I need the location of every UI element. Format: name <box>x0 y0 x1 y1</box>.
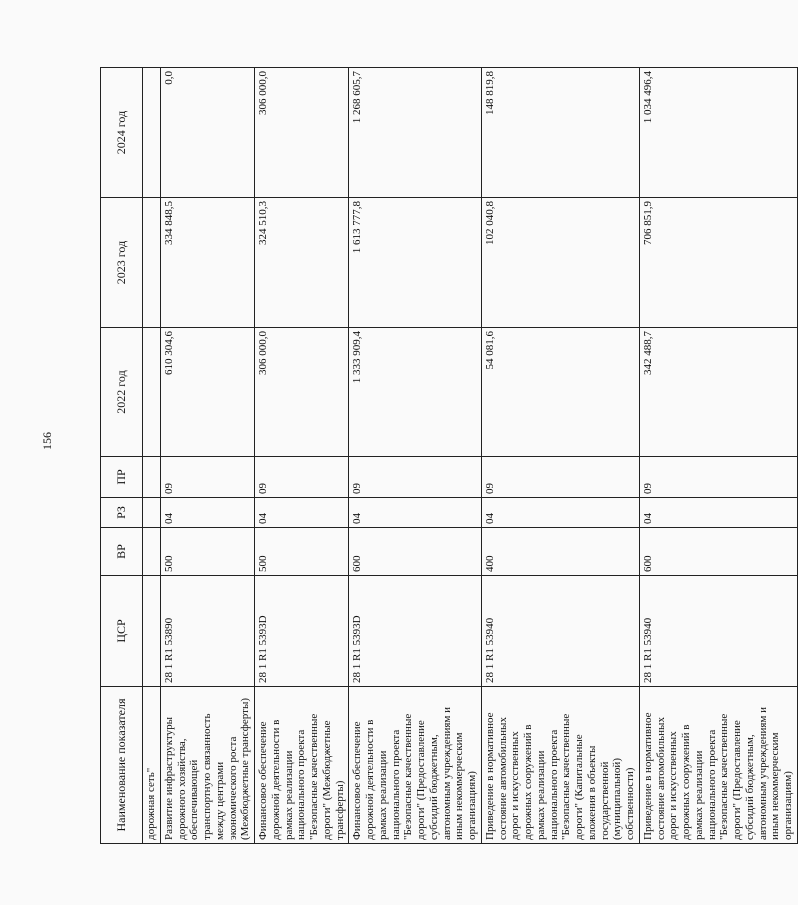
header-name: Наименование показателя <box>101 687 143 844</box>
cell-name: Финансовое обеспечение дорожной деятельности в рамках реализации национального проекта "Безопасные качественные дороги" (Межбюджетные трансферты) <box>255 687 349 844</box>
cell-2022: 54 081,6 <box>481 328 639 457</box>
cell-csr: 28 1 R1 53890 <box>160 576 254 687</box>
cell-2022 <box>143 328 161 457</box>
rotated-page-content <box>100 68 794 844</box>
cell-name: Развитие инфраструктуры дорожного хозяйства, обеспечивающей транспортную связанность между центрами экономического роста (Межбюджетные трансферты) <box>160 687 254 844</box>
cell-2023: 334 848,5 <box>160 198 254 328</box>
cell-pr: 09 <box>481 457 639 498</box>
cell-name: Приведение в нормативное состояние автомобильных дорог и искусственных дорожных сооружений в рамках реализации национального проекта "Безопасные качественные дороги" (Предоставление субсидий бюджетным, автономным учреждениям и иным некоммерческим организациям) <box>639 687 797 844</box>
budget-table <box>100 67 798 844</box>
cell-2022: 610 304,6 <box>160 328 254 457</box>
cell-2024: 0,0 <box>160 68 254 198</box>
cell-2023: 102 040,8 <box>481 198 639 328</box>
cell-name: Приведение в нормативное состояние автомобильных дорог и искусственных дорожных сооружений в рамках реализации национального проекта "Безопасные качественные дороги" (Капитальные вложения в объекты государственной (муниципальной) собственности) <box>481 687 639 844</box>
cell-pr: 09 <box>349 457 482 498</box>
cell-pr <box>143 457 161 498</box>
page-number: 156 <box>40 432 54 450</box>
cell-2023: 1 613 777,8 <box>349 198 482 328</box>
header-rz: РЗ <box>101 498 143 528</box>
cell-csr: 28 1 R1 5393D <box>349 576 482 687</box>
header-2023: 2023 год <box>101 198 143 328</box>
header-pr: ПР <box>101 457 143 498</box>
cell-2023 <box>143 198 161 328</box>
cell-pr: 09 <box>160 457 254 498</box>
cell-pr: 09 <box>639 457 797 498</box>
cell-vr: 400 <box>481 528 639 576</box>
cell-name: дорожная сеть" <box>143 687 161 844</box>
table-row <box>255 68 349 844</box>
cell-csr <box>143 576 161 687</box>
table-row <box>143 68 161 844</box>
header-vr: ВР <box>101 528 143 576</box>
cell-pr: 09 <box>255 457 349 498</box>
cell-rz: 04 <box>639 498 797 528</box>
cell-rz: 04 <box>160 498 254 528</box>
cell-2024: 1 268 605,7 <box>349 68 482 198</box>
cell-rz: 04 <box>349 498 482 528</box>
cell-vr: 600 <box>349 528 482 576</box>
cell-2022: 342 488,7 <box>639 328 797 457</box>
cell-csr: 28 1 R1 53940 <box>639 576 797 687</box>
cell-vr: 500 <box>255 528 349 576</box>
cell-rz <box>143 498 161 528</box>
cell-vr: 600 <box>639 528 797 576</box>
table-row <box>639 68 797 844</box>
cell-2024: 1 034 496,4 <box>639 68 797 198</box>
table-row <box>481 68 639 844</box>
cell-csr: 28 1 R1 53940 <box>481 576 639 687</box>
cell-2024 <box>143 68 161 198</box>
table-header-row <box>101 68 143 844</box>
cell-vr <box>143 528 161 576</box>
cell-2024: 148 819,8 <box>481 68 639 198</box>
table-row <box>160 68 254 844</box>
cell-rz: 04 <box>255 498 349 528</box>
cell-vr: 500 <box>160 528 254 576</box>
cell-2024: 306 000,0 <box>255 68 349 198</box>
cell-2023: 324 510,3 <box>255 198 349 328</box>
header-2022: 2022 год <box>101 328 143 457</box>
cell-rz: 04 <box>481 498 639 528</box>
cell-csr: 28 1 R1 5393D <box>255 576 349 687</box>
cell-2022: 1 333 909,4 <box>349 328 482 457</box>
table-row <box>349 68 482 844</box>
cell-name: Финансовое обеспечение дорожной деятельности в рамках реализации национального проекта "Безопасные качественные дороги" (Предоставление субсидий бюджетным, автономным учреждениям и иным некоммерческим организациям) <box>349 687 482 844</box>
cell-2023: 706 851,9 <box>639 198 797 328</box>
header-2024: 2024 год <box>101 68 143 198</box>
header-csr: ЦСР <box>101 576 143 687</box>
cell-2022: 306 000,0 <box>255 328 349 457</box>
